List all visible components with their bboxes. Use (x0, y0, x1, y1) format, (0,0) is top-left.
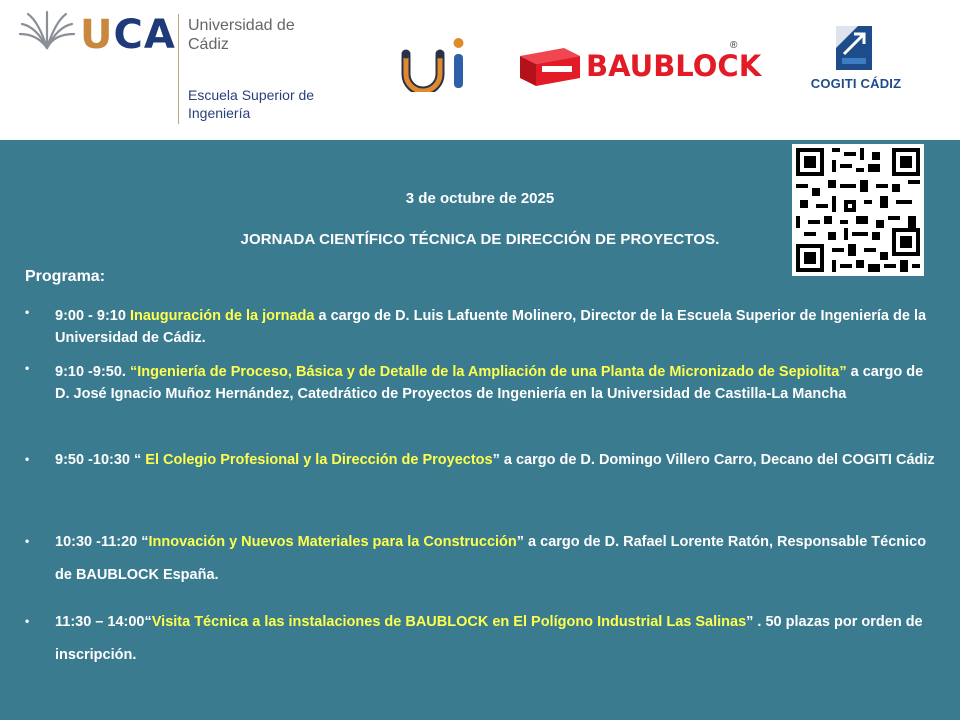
baublock-logo (518, 40, 762, 90)
item-speaker: a cargo de D. José Ignacio Muñoz Hernández, Catedrático de Proyectos de Ingeniería en la Universidad de Castilla-La Mancha (55, 364, 924, 402)
registered-mark: ® (730, 40, 738, 51)
item-speaker: ” . 50 plazas por orden de inscripción. (55, 614, 923, 663)
uca-logo (16, 8, 315, 128)
programa-heading: Programa: (25, 268, 106, 285)
item-time: 9:50 -10:30 “ (55, 452, 146, 468)
logo-divider (178, 14, 179, 124)
item-time: 9:00 - 9:10 (55, 308, 130, 324)
event-title: JORNADA CIENTÍFICO TÉCNICA DE DIRECCIÓN DE PROYECTOS. (240, 231, 720, 248)
item-topic: Innovación y Nuevos Materiales para la Construcción (148, 534, 517, 550)
program-item-text (55, 305, 935, 349)
item-speaker: ” a cargo de D. Rafael Lorente Ratón, Responsable Técnico de BAUBLOCK España. (55, 534, 927, 583)
item-time: 10:30 -11:20 “ (55, 534, 149, 550)
item-speaker: ” a cargo de D. Domingo Villero Carro, Decano del COGITI Cádiz (492, 452, 935, 468)
school-name: Escuela Superior de Ingeniería (188, 87, 315, 121)
baublock-wordmark: BAUBLOCK (586, 49, 762, 83)
program-item-text (55, 444, 935, 477)
uca-wordmark: UCA (80, 12, 176, 58)
program-item-text (55, 606, 935, 672)
item-topic: “Ingeniería de Proceso, Básica y de Detalle de la Ampliación de una Planta de Micronizado de Sepiolita” (129, 364, 847, 380)
qr-code-icon[interactable] (792, 144, 924, 276)
item-topic: Visita Técnica a las instalaciones de BAUBLOCK en El Polígono Industrial Las Salinas (151, 614, 747, 630)
event-date: 3 de octubre de 2025 (405, 190, 555, 207)
header-logos-bar (0, 0, 960, 140)
bullet: • (25, 305, 30, 319)
cogiti-cadiz-logo (806, 24, 916, 94)
cogiti-name: COGITI CÁDIZ (810, 76, 902, 91)
bullet: • (25, 534, 30, 548)
program-item-text (55, 361, 935, 405)
item-topic: El Colegio Profesional y la Dirección de Proyectos (145, 452, 493, 468)
cogiti-emblem-icon (834, 24, 874, 72)
item-time: 11:30 – 14:00“ (55, 614, 152, 630)
ui-logo-icon (398, 34, 470, 92)
program-item-text (55, 526, 935, 592)
bullet: • (25, 361, 30, 375)
item-speaker: a cargo de D. Luis Lafuente Molinero, Director de la Escuela Superior de Ingeniería de la Universidad de Cádiz. (55, 308, 927, 346)
bullet: • (25, 452, 30, 466)
university-name: Universidad de Cádiz (188, 17, 295, 53)
bullet: • (25, 614, 30, 628)
item-time: 9:10 -9:50. (55, 364, 130, 380)
item-topic: Inauguración de la jornada (129, 308, 315, 324)
uca-emblem-icon (18, 8, 76, 52)
baublock-brick-icon (518, 42, 582, 90)
